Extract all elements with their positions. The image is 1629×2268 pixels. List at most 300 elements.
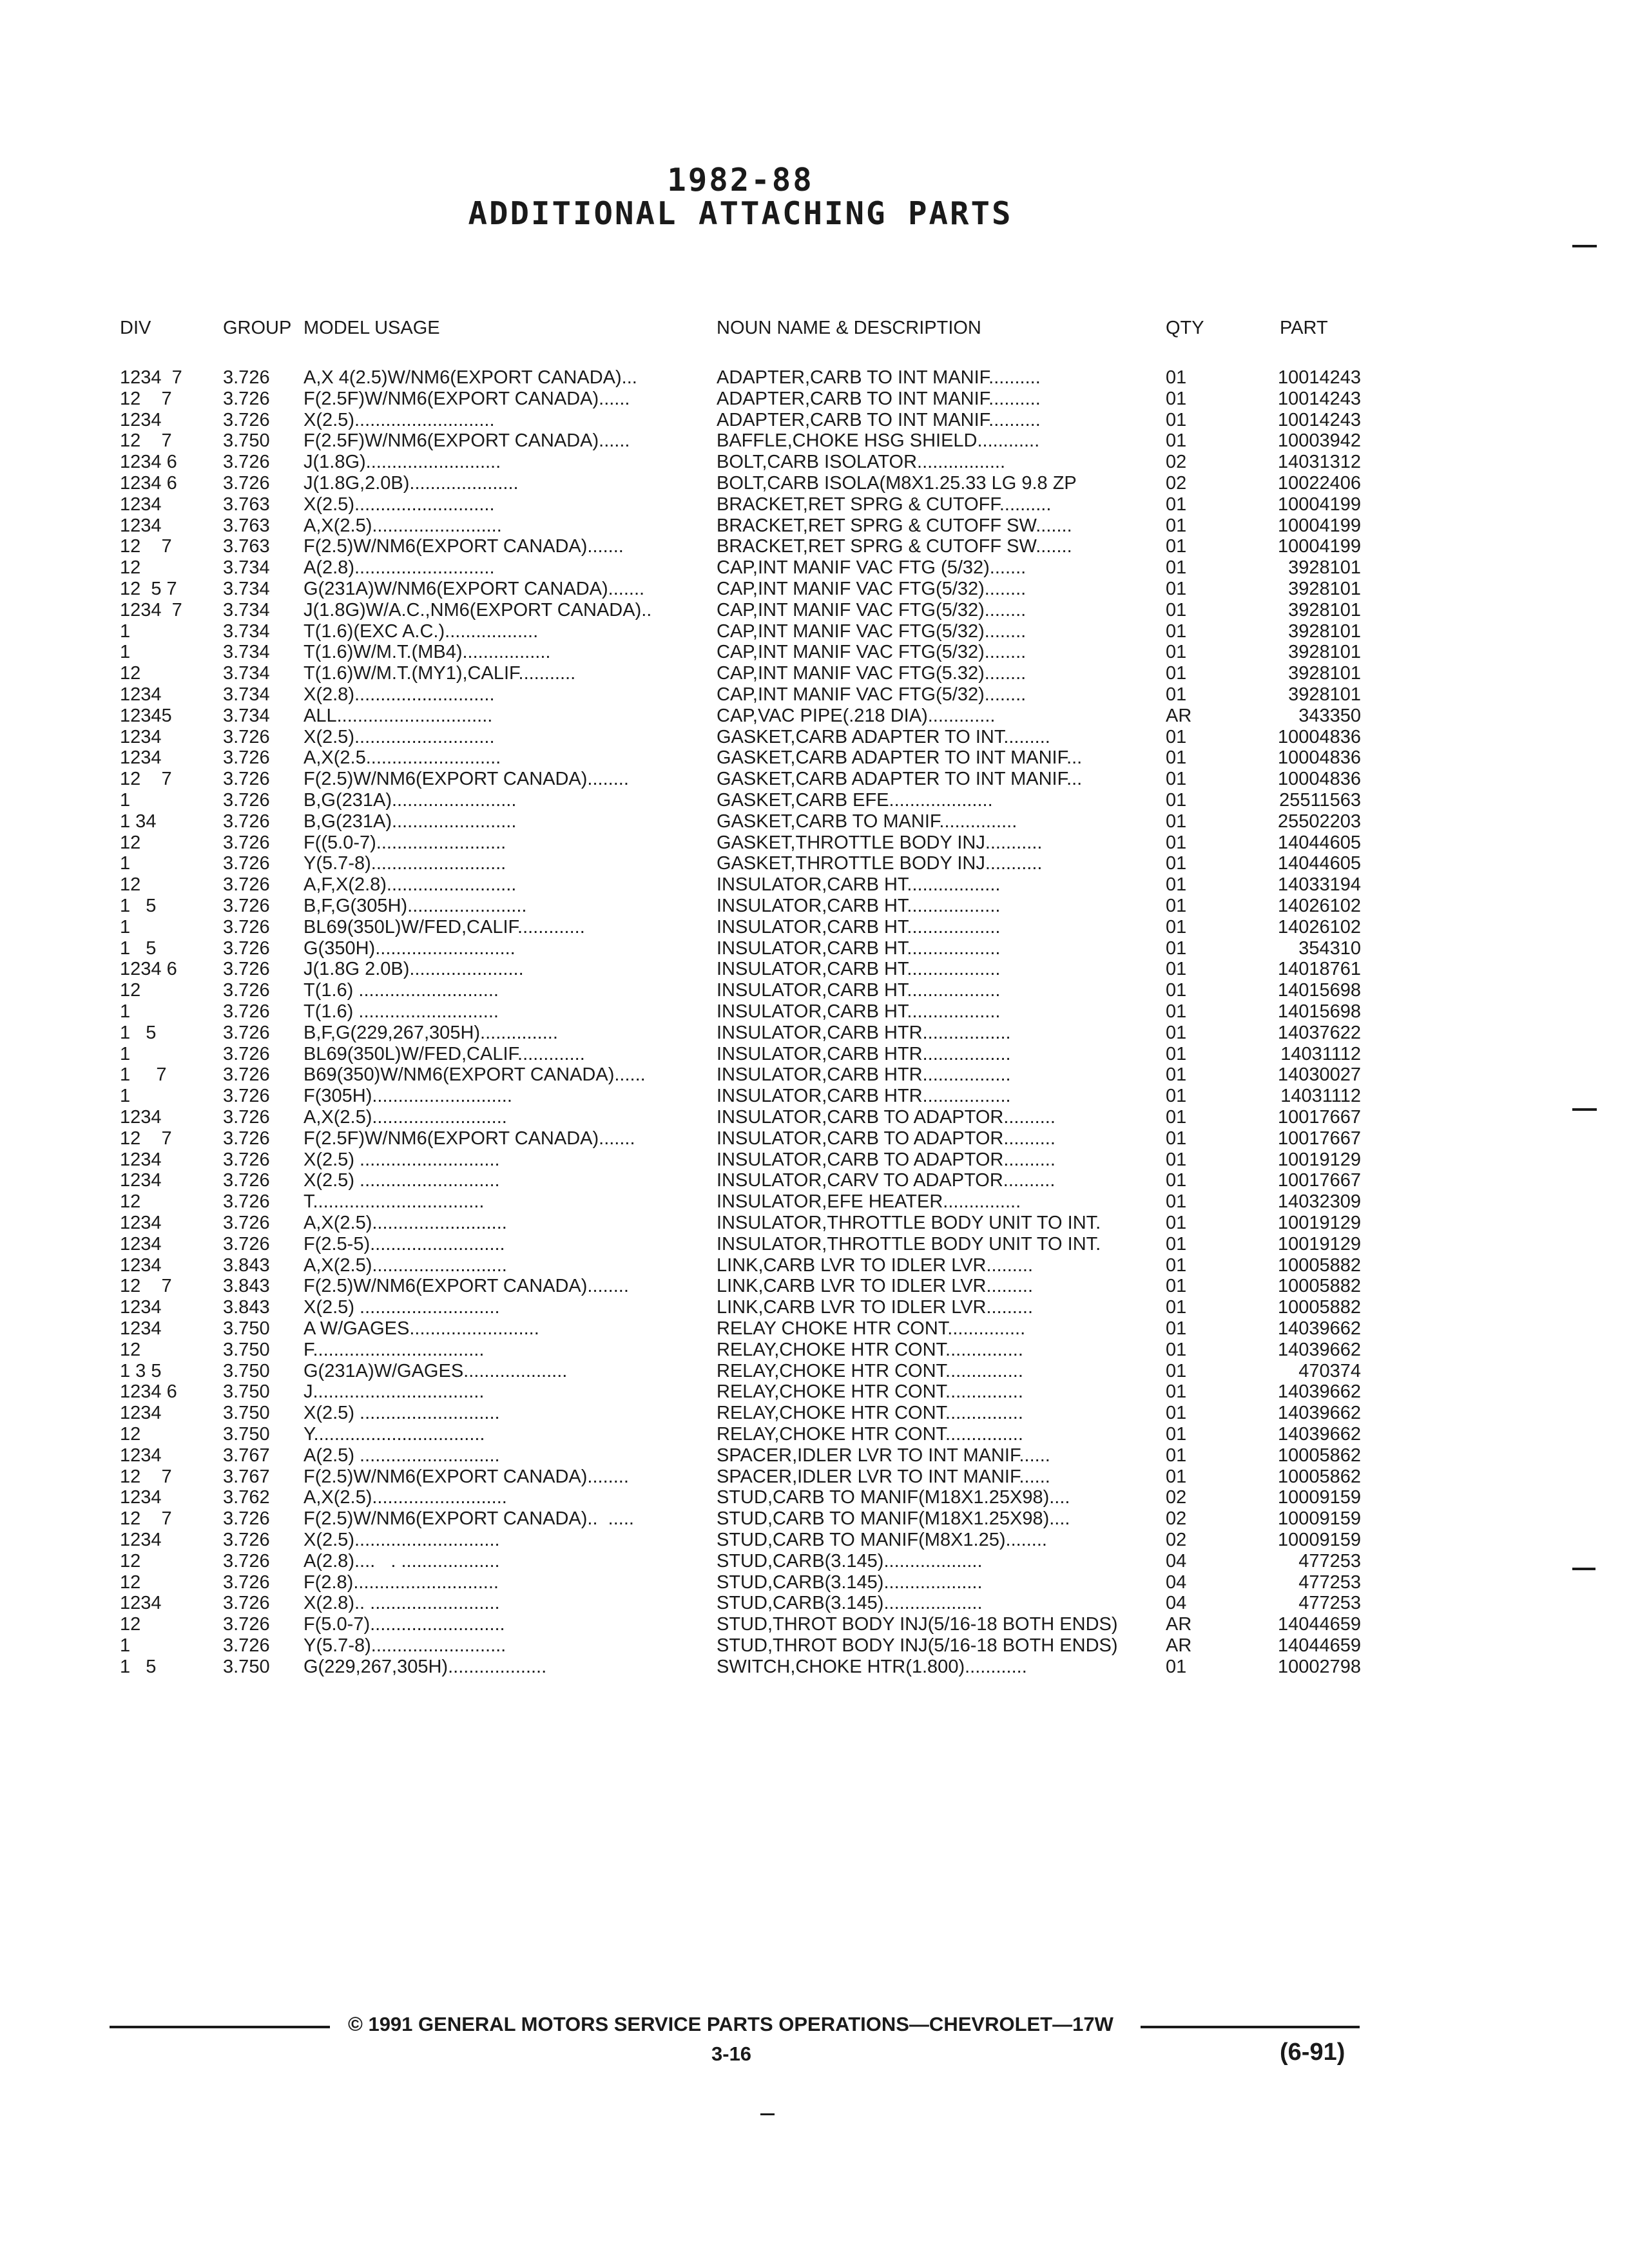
header-noun-name: NOUN NAME & DESCRIPTION xyxy=(717,318,981,338)
row-noun-name: CAP,INT MANIF VAC FTG(5/32)........ xyxy=(717,642,1027,663)
row-qty: 02 xyxy=(1166,452,1187,473)
row-qty: 01 xyxy=(1166,1107,1187,1128)
row-model-usage: B,G(231A)........................ xyxy=(304,811,517,832)
row-part-number: 10004836 xyxy=(1277,769,1361,790)
row-div: 1234 xyxy=(120,1318,162,1339)
row-noun-name: GASKET,CARB TO MANIF............... xyxy=(717,811,1017,832)
row-model-usage: F(2.5)W/NM6(EXPORT CANADA)........ xyxy=(304,1466,629,1487)
row-group: 3.726 xyxy=(223,916,270,937)
row-qty: 01 xyxy=(1166,916,1187,937)
row-group: 3.750 xyxy=(223,1656,270,1677)
row-model-usage: X(2.5)............................ xyxy=(304,1530,500,1550)
row-div: 1234 xyxy=(120,1233,162,1254)
row-noun-name: SPACER,IDLER LVR TO INT MANIF...... xyxy=(717,1466,1050,1487)
row-noun-name: INSULATOR,CARB HT.................. xyxy=(717,896,1001,916)
row-model-usage: F(2.5)W/NM6(EXPORT CANADA)....... xyxy=(304,536,624,557)
row-div: 1 7 xyxy=(120,1064,167,1086)
row-part-number: 10005882 xyxy=(1277,1254,1361,1276)
row-model-usage: A,X(2.5).......................... xyxy=(304,1254,507,1276)
row-div: 1234 xyxy=(120,1107,162,1128)
row-group: 3.726 xyxy=(223,811,270,832)
row-model-usage: Y(5.7-8).......................... xyxy=(304,853,506,874)
row-part-number: 3928101 xyxy=(1288,642,1361,663)
row-model-usage: J(1.8G 2.0B)...................... xyxy=(304,959,524,980)
row-group: 3.726 xyxy=(223,388,270,409)
row-group: 3.763 xyxy=(223,515,270,536)
row-noun-name: CAP,INT MANIF VAC FTG(5.32)........ xyxy=(717,663,1027,684)
row-group: 3.726 xyxy=(223,1213,270,1233)
row-part-number: 10017667 xyxy=(1277,1128,1361,1149)
row-qty: 01 xyxy=(1166,747,1187,769)
row-div: 1234 xyxy=(120,1403,162,1424)
row-part-number: 14032309 xyxy=(1277,1191,1361,1213)
row-group: 3.734 xyxy=(223,557,270,579)
row-group: 3.750 xyxy=(223,1381,270,1403)
row-qty: 01 xyxy=(1166,1001,1187,1022)
row-group: 3.843 xyxy=(223,1254,270,1276)
row-div: 1234 6 xyxy=(120,473,177,494)
row-part-number: 10009159 xyxy=(1277,1508,1361,1530)
row-noun-name: STUD,CARB(3.145)................... xyxy=(717,1550,983,1571)
row-model-usage: A W/GAGES......................... xyxy=(304,1318,539,1339)
row-group: 3.763 xyxy=(223,494,270,515)
row-qty: 01 xyxy=(1166,769,1187,790)
row-noun-name: INSULATOR,THROTTLE BODY UNIT TO INT. xyxy=(717,1233,1101,1254)
row-div: 1234 7 xyxy=(120,599,182,620)
row-div: 12 7 xyxy=(120,1128,172,1149)
row-model-usage: F(305H)........................... xyxy=(304,1086,512,1107)
row-qty: AR xyxy=(1166,705,1192,726)
row-qty: 01 xyxy=(1166,663,1187,684)
row-noun-name: RELAY,CHOKE HTR CONT............... xyxy=(717,1381,1023,1403)
footer-rule-right xyxy=(1141,2026,1360,2028)
row-model-usage: ALL.............................. xyxy=(304,705,493,726)
row-div: 1234 xyxy=(120,494,162,515)
row-qty: 01 xyxy=(1166,1213,1187,1233)
row-group: 3.726 xyxy=(223,726,270,747)
row-noun-name: LINK,CARB LVR TO IDLER LVR......... xyxy=(717,1297,1034,1318)
row-qty: 01 xyxy=(1166,1424,1187,1445)
row-part-number: 14044659 xyxy=(1277,1614,1361,1635)
row-model-usage: A,X(2.5)......................... xyxy=(304,515,502,536)
row-noun-name: CAP,INT MANIF VAC FTG(5/32)........ xyxy=(717,684,1027,705)
row-noun-name: BOLT,CARB ISOLA(M8X1.25.33 LG 9.8 ZP xyxy=(717,473,1077,494)
row-model-usage: A,X(2.5).......................... xyxy=(304,1107,507,1128)
row-noun-name: STUD,CARB TO MANIF(M18X1.25X98).... xyxy=(717,1487,1070,1508)
row-part-number: 14018761 xyxy=(1277,959,1361,980)
row-noun-name: INSULATOR,CARB HT.................. xyxy=(717,980,1001,1001)
row-noun-name: INSULATOR,CARB TO ADAPTOR.......... xyxy=(717,1149,1055,1170)
row-group: 3.726 xyxy=(223,1086,270,1107)
row-part-number: 10004199 xyxy=(1277,536,1361,557)
row-div: 12 xyxy=(120,832,141,853)
row-noun-name: INSULATOR,CARB HTR................. xyxy=(717,1064,1011,1086)
footer-page-number: 3-16 xyxy=(711,2042,752,2065)
row-noun-name: INSULATOR,CARV TO ADAPTOR.......... xyxy=(717,1170,1055,1191)
row-div: 1234 xyxy=(120,1297,162,1318)
row-noun-name: ADAPTER,CARB TO INT MANIF.......... xyxy=(717,388,1041,409)
row-part-number: 10002798 xyxy=(1277,1656,1361,1677)
row-noun-name: RELAY,CHOKE HTR CONT............... xyxy=(717,1360,1023,1381)
row-group: 3.726 xyxy=(223,1191,270,1213)
header-group: GROUP xyxy=(223,318,292,338)
row-part-number: 14031312 xyxy=(1277,452,1361,473)
row-noun-name: INSULATOR,CARB HT.................. xyxy=(717,959,1001,980)
row-group: 3.726 xyxy=(223,1233,270,1254)
row-part-number: 477253 xyxy=(1298,1571,1361,1593)
row-model-usage: J(1.8G)W/A.C.,NM6(EXPORT CANADA).. xyxy=(304,599,652,620)
row-qty: 01 xyxy=(1166,557,1187,579)
header-div: DIV xyxy=(120,318,151,338)
row-noun-name: STUD,CARB(3.145)................... xyxy=(717,1593,983,1614)
row-noun-name: BRACKET,RET SPRG & CUTOFF SW....... xyxy=(717,536,1072,557)
footer-revision-date: (6-91) xyxy=(1280,2039,1345,2066)
row-qty: 01 xyxy=(1166,1086,1187,1107)
row-group: 3.726 xyxy=(223,1508,270,1530)
row-model-usage: B,F,G(305H)....................... xyxy=(304,896,527,916)
row-noun-name: BRACKET,RET SPRG & CUTOFF SW....... xyxy=(717,515,1072,536)
row-part-number: 14031112 xyxy=(1280,1043,1361,1064)
row-div: 1234 6 xyxy=(120,452,177,473)
row-part-number: 14026102 xyxy=(1277,916,1361,937)
row-div: 12 7 xyxy=(120,769,172,790)
header-model-usage: MODEL USAGE xyxy=(304,318,440,338)
row-qty: 01 xyxy=(1166,1276,1187,1297)
row-div: 1 5 xyxy=(120,1656,157,1677)
row-model-usage: X(2.8).. ......................... xyxy=(304,1593,500,1614)
row-qty: 02 xyxy=(1166,473,1187,494)
row-noun-name: CAP,INT MANIF VAC FTG (5/32)....... xyxy=(717,557,1027,579)
row-model-usage: T(1.6) ........................... xyxy=(304,1001,499,1022)
row-model-usage: T(1.6)W/M.T.(MY1),CALIF........... xyxy=(304,663,576,684)
row-group: 3.726 xyxy=(223,747,270,769)
row-div: 1234 xyxy=(120,515,162,536)
row-div: 1234 xyxy=(120,409,162,430)
row-noun-name: RELAY,CHOKE HTR CONT............... xyxy=(717,1403,1023,1424)
row-group: 3.726 xyxy=(223,1593,270,1614)
row-div: 1 xyxy=(120,853,131,874)
row-noun-name: CAP,INT MANIF VAC FTG(5/32)........ xyxy=(717,620,1027,642)
header-qty: QTY xyxy=(1166,318,1204,338)
row-model-usage: A,X(2.5).......................... xyxy=(304,1487,507,1508)
row-part-number: 14015698 xyxy=(1277,980,1361,1001)
row-part-number: 10017667 xyxy=(1277,1107,1361,1128)
row-div: 12 7 xyxy=(120,430,172,452)
row-model-usage: X(2.5) ........................... xyxy=(304,1149,500,1170)
row-noun-name: RELAY,CHOKE HTR CONT............... xyxy=(717,1424,1023,1445)
row-div: 1 xyxy=(120,620,131,642)
row-qty: 01 xyxy=(1166,790,1187,811)
row-qty: 01 xyxy=(1166,811,1187,832)
row-model-usage: Y(5.7-8).......................... xyxy=(304,1635,506,1656)
row-group: 3.734 xyxy=(223,642,270,663)
row-part-number: 477253 xyxy=(1298,1550,1361,1571)
row-div: 12 xyxy=(120,980,141,1001)
row-part-number: 10019129 xyxy=(1277,1149,1361,1170)
row-group: 3.734 xyxy=(223,684,270,705)
row-model-usage: T(1.6) ........................... xyxy=(304,980,499,1001)
row-noun-name: INSULATOR,CARB HTR................. xyxy=(717,1022,1011,1043)
row-noun-name: INSULATOR,CARB HT.................. xyxy=(717,874,1001,896)
row-noun-name: INSULATOR,CARB HT.................. xyxy=(717,916,1001,937)
row-model-usage: F(2.5-5).......................... xyxy=(304,1233,505,1254)
row-div: 1234 xyxy=(120,1530,162,1550)
row-qty: 01 xyxy=(1166,896,1187,916)
row-part-number: 10005882 xyxy=(1277,1297,1361,1318)
row-div: 1234 xyxy=(120,1487,162,1508)
row-div: 12 7 xyxy=(120,1276,172,1297)
row-noun-name: GASKET,CARB ADAPTER TO INT MANIF... xyxy=(717,769,1083,790)
row-qty: 02 xyxy=(1166,1530,1187,1550)
row-qty: 01 xyxy=(1166,494,1187,515)
row-div: 1234 xyxy=(120,747,162,769)
edge-mark xyxy=(1572,1568,1595,1570)
row-noun-name: RELAY,CHOKE HTR CONT............... xyxy=(717,1339,1023,1360)
row-qty: 01 xyxy=(1166,536,1187,557)
row-part-number: 10003942 xyxy=(1277,430,1361,452)
row-qty: 01 xyxy=(1166,1128,1187,1149)
row-qty: 01 xyxy=(1166,430,1187,452)
row-noun-name: SPACER,IDLER LVR TO INT MANIF...... xyxy=(717,1445,1050,1466)
row-noun-name: BAFFLE,CHOKE HSG SHIELD............ xyxy=(717,430,1040,452)
row-div: 1 xyxy=(120,790,131,811)
row-group: 3.843 xyxy=(223,1297,270,1318)
row-model-usage: F................................. xyxy=(304,1339,485,1360)
row-noun-name: RELAY CHOKE HTR CONT............... xyxy=(717,1318,1026,1339)
row-part-number: 10005862 xyxy=(1277,1466,1361,1487)
row-group: 3.726 xyxy=(223,1635,270,1656)
row-model-usage: F(2.5)W/NM6(EXPORT CANADA).. ..... xyxy=(304,1508,634,1530)
row-div: 1 3 5 xyxy=(120,1360,162,1381)
row-qty: 01 xyxy=(1166,367,1187,388)
row-group: 3.726 xyxy=(223,1530,270,1550)
row-qty: 01 xyxy=(1166,409,1187,430)
row-group: 3.726 xyxy=(223,1107,270,1128)
row-group: 3.767 xyxy=(223,1466,270,1487)
row-model-usage: A,X 4(2.5)W/NM6(EXPORT CANADA)... xyxy=(304,367,637,388)
row-div: 12 xyxy=(120,557,141,579)
row-noun-name: GASKET,THROTTLE BODY INJ........... xyxy=(717,853,1043,874)
row-model-usage: F(2.8)............................ xyxy=(304,1571,499,1593)
row-qty: 01 xyxy=(1166,832,1187,853)
row-group: 3.750 xyxy=(223,1339,270,1360)
row-part-number: 3928101 xyxy=(1288,579,1361,599)
row-model-usage: BL69(350L)W/FED,CALIF............. xyxy=(304,1043,585,1064)
row-qty: 01 xyxy=(1166,1381,1187,1403)
row-qty: 01 xyxy=(1166,599,1187,620)
row-group: 3.763 xyxy=(223,536,270,557)
row-qty: 01 xyxy=(1166,1656,1187,1677)
row-part-number: 14039662 xyxy=(1277,1403,1361,1424)
row-div: 1 xyxy=(120,1001,131,1022)
row-noun-name: INSULATOR,CARB HT.................. xyxy=(717,1001,1001,1022)
row-div: 1234 xyxy=(120,1593,162,1614)
row-model-usage: X(2.5)........................... xyxy=(304,409,495,430)
row-noun-name: INSULATOR,CARB TO ADAPTOR.......... xyxy=(717,1128,1055,1149)
row-part-number: 10014243 xyxy=(1277,367,1361,388)
row-part-number: 14044605 xyxy=(1277,832,1361,853)
row-noun-name: STUD,CARB(3.145)................... xyxy=(717,1571,983,1593)
row-noun-name: LINK,CARB LVR TO IDLER LVR......... xyxy=(717,1276,1034,1297)
row-model-usage: B,F,G(229,267,305H)............... xyxy=(304,1022,558,1043)
row-div: 1234 xyxy=(120,1254,162,1276)
row-noun-name: INSULATOR,EFE HEATER............... xyxy=(717,1191,1021,1213)
row-model-usage: A(2.5) ........................... xyxy=(304,1445,500,1466)
row-qty: 01 xyxy=(1166,726,1187,747)
row-model-usage: A,X(2.5).......................... xyxy=(304,1213,507,1233)
row-noun-name: LINK,CARB LVR TO IDLER LVR......... xyxy=(717,1254,1034,1276)
row-div: 12 7 xyxy=(120,1508,172,1530)
row-part-number: 10014243 xyxy=(1277,409,1361,430)
row-group: 3.726 xyxy=(223,1022,270,1043)
row-noun-name: GASKET,CARB ADAPTER TO INT......... xyxy=(717,726,1050,747)
row-div: 1 34 xyxy=(120,811,157,832)
row-qty: 01 xyxy=(1166,620,1187,642)
row-model-usage: X(2.5)........................... xyxy=(304,494,495,515)
row-group: 3.726 xyxy=(223,874,270,896)
row-qty: 01 xyxy=(1166,937,1187,959)
row-group: 3.726 xyxy=(223,409,270,430)
row-model-usage: Y................................. xyxy=(304,1424,485,1445)
row-group: 3.726 xyxy=(223,367,270,388)
row-part-number: 10004199 xyxy=(1277,515,1361,536)
row-group: 3.734 xyxy=(223,620,270,642)
row-model-usage: J................................. xyxy=(304,1381,485,1403)
row-part-number: 10009159 xyxy=(1277,1530,1361,1550)
row-model-usage: F(2.5F)W/NM6(EXPORT CANADA)...... xyxy=(304,430,630,452)
row-qty: 04 xyxy=(1166,1593,1187,1614)
row-div: 12 7 xyxy=(120,536,172,557)
row-part-number: 3928101 xyxy=(1288,684,1361,705)
row-model-usage: T(1.6)(EXC A.C.).................. xyxy=(304,620,539,642)
row-part-number: 14030027 xyxy=(1277,1064,1361,1086)
row-qty: AR xyxy=(1166,1635,1192,1656)
row-div: 12345 xyxy=(120,705,172,726)
row-part-number: 3928101 xyxy=(1288,620,1361,642)
row-noun-name: CAP,INT MANIF VAC FTG(5/32)........ xyxy=(717,579,1027,599)
row-qty: 01 xyxy=(1166,959,1187,980)
row-qty: 01 xyxy=(1166,1403,1187,1424)
row-qty: 01 xyxy=(1166,874,1187,896)
row-div: 12 xyxy=(120,874,141,896)
row-model-usage: B,G(231A)........................ xyxy=(304,790,517,811)
row-noun-name: INSULATOR,CARB HTR................. xyxy=(717,1043,1011,1064)
row-qty: 01 xyxy=(1166,579,1187,599)
row-group: 3.726 xyxy=(223,1001,270,1022)
footer-rule-left xyxy=(110,2026,330,2028)
row-model-usage: T(1.6)W/M.T.(MB4)................. xyxy=(304,642,551,663)
row-part-number: 343350 xyxy=(1298,705,1361,726)
row-part-number: 14039662 xyxy=(1277,1339,1361,1360)
row-group: 3.726 xyxy=(223,937,270,959)
row-div: 1234 xyxy=(120,684,162,705)
row-model-usage: X(2.8)........................... xyxy=(304,684,495,705)
row-group: 3.726 xyxy=(223,1149,270,1170)
row-part-number: 3928101 xyxy=(1288,599,1361,620)
row-noun-name: CAP,INT MANIF VAC FTG(5/32)........ xyxy=(717,599,1027,620)
row-group: 3.726 xyxy=(223,1571,270,1593)
row-model-usage: F(2.5F)W/NM6(EXPORT CANADA)...... xyxy=(304,388,630,409)
row-group: 3.726 xyxy=(223,1170,270,1191)
row-div: 12 xyxy=(120,1550,141,1571)
row-div: 1234 6 xyxy=(120,959,177,980)
row-div: 1 5 xyxy=(120,937,157,959)
row-noun-name: STUD,CARB TO MANIF(M18X1.25X98).... xyxy=(717,1508,1070,1530)
row-model-usage: A(2.8).... . ................... xyxy=(304,1550,500,1571)
row-part-number: 470374 xyxy=(1298,1360,1361,1381)
row-group: 3.726 xyxy=(223,1550,270,1571)
row-qty: 01 xyxy=(1166,1191,1187,1213)
row-qty: 01 xyxy=(1166,1170,1187,1191)
row-part-number: 10004199 xyxy=(1277,494,1361,515)
row-noun-name: CAP,VAC PIPE(.218 DIA)............. xyxy=(717,705,996,726)
row-group: 3.726 xyxy=(223,959,270,980)
row-noun-name: SWITCH,CHOKE HTR(1.800)............ xyxy=(717,1656,1027,1677)
row-part-number: 10022406 xyxy=(1277,473,1361,494)
row-part-number: 10017667 xyxy=(1277,1170,1361,1191)
bottom-mark xyxy=(760,2113,775,2115)
row-model-usage: F(2.5)W/NM6(EXPORT CANADA)........ xyxy=(304,769,629,790)
row-group: 3.734 xyxy=(223,663,270,684)
row-noun-name: STUD,THROT BODY INJ(5/16-18 BOTH ENDS) xyxy=(717,1635,1118,1656)
row-qty: 01 xyxy=(1166,853,1187,874)
row-group: 3.734 xyxy=(223,599,270,620)
row-model-usage: F(2.5)W/NM6(EXPORT CANADA)........ xyxy=(304,1276,629,1297)
row-div: 12 xyxy=(120,1614,141,1635)
row-model-usage: A,X(2.5.......................... xyxy=(304,747,501,769)
row-qty: 01 xyxy=(1166,1297,1187,1318)
row-model-usage: B69(350)W/NM6(EXPORT CANADA)...... xyxy=(304,1064,646,1086)
row-qty: AR xyxy=(1166,1614,1192,1635)
row-group: 3.726 xyxy=(223,980,270,1001)
row-div: 1 xyxy=(120,1043,131,1064)
row-qty: 01 xyxy=(1166,1466,1187,1487)
row-div: 12 xyxy=(120,1424,141,1445)
row-qty: 01 xyxy=(1166,388,1187,409)
row-noun-name: INSULATOR,CARB HTR................. xyxy=(717,1086,1011,1107)
row-qty: 01 xyxy=(1166,684,1187,705)
row-model-usage: X(2.5) ........................... xyxy=(304,1403,500,1424)
row-qty: 01 xyxy=(1166,1064,1187,1086)
row-div: 12 xyxy=(120,663,141,684)
row-part-number: 14037622 xyxy=(1277,1022,1361,1043)
row-part-number: 354310 xyxy=(1298,937,1361,959)
row-part-number: 14044605 xyxy=(1277,853,1361,874)
row-noun-name: ADAPTER,CARB TO INT MANIF.......... xyxy=(717,409,1041,430)
row-div: 1 5 xyxy=(120,1022,157,1043)
footer-copyright: © 1991 GENERAL MOTORS SERVICE PARTS OPERATIONS—CHEVROLET—17W xyxy=(348,2013,1113,2035)
row-part-number: 10014243 xyxy=(1277,388,1361,409)
row-group: 3.726 xyxy=(223,790,270,811)
row-qty: 01 xyxy=(1166,1149,1187,1170)
row-noun-name: BRACKET,RET SPRG & CUTOFF.......... xyxy=(717,494,1052,515)
row-div: 1234 xyxy=(120,1213,162,1233)
title-heading: ADDITIONAL ATTACHING PARTS xyxy=(468,195,1013,232)
row-part-number: 3928101 xyxy=(1288,557,1361,579)
row-model-usage: X(2.5) ........................... xyxy=(304,1297,500,1318)
row-group: 3.762 xyxy=(223,1487,270,1508)
row-group: 3.750 xyxy=(223,430,270,452)
row-qty: 01 xyxy=(1166,1022,1187,1043)
row-div: 1 xyxy=(120,916,131,937)
row-group: 3.750 xyxy=(223,1403,270,1424)
row-noun-name: INSULATOR,CARB TO ADAPTOR.......... xyxy=(717,1107,1055,1128)
row-noun-name: ADAPTER,CARB TO INT MANIF.......... xyxy=(717,367,1041,388)
row-group: 3.726 xyxy=(223,1128,270,1149)
row-noun-name: STUD,CARB TO MANIF(M8X1.25)........ xyxy=(717,1530,1047,1550)
row-part-number: 10004836 xyxy=(1277,726,1361,747)
row-model-usage: BL69(350L)W/FED,CALIF............. xyxy=(304,916,585,937)
